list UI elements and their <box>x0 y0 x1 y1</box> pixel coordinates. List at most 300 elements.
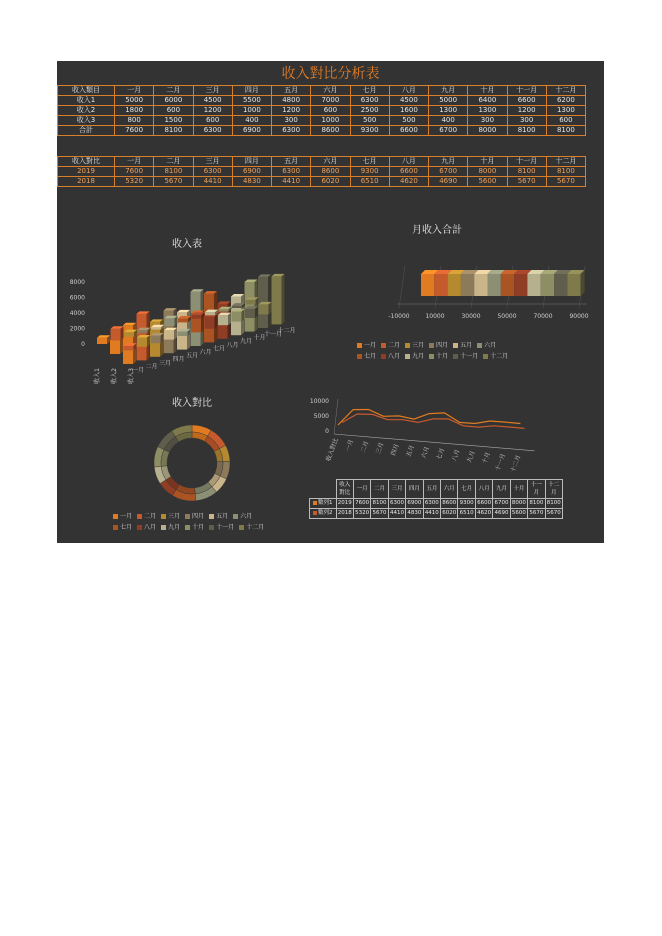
table-cell: 5670 <box>507 177 546 187</box>
month-header: 八月 <box>389 86 428 96</box>
table-cell: 5670 <box>154 177 193 187</box>
y-tick-label: 10000 <box>309 398 329 405</box>
legend-item <box>137 511 156 522</box>
data-table-header: 十月 <box>510 480 527 499</box>
legend-swatch <box>405 343 410 348</box>
y-tick-label: 2000 <box>69 325 85 333</box>
table-row <box>58 106 586 116</box>
column-bar <box>259 302 272 315</box>
category-label: 二月 <box>359 440 371 454</box>
header-label: 收入對比 <box>58 157 115 167</box>
category-label: 九月 <box>465 449 477 464</box>
comparison-doughnut-chart <box>142 413 242 513</box>
category-label: 二月 <box>145 363 158 371</box>
table-cell: 600 <box>154 106 193 116</box>
data-table-header: 九月 <box>493 480 510 499</box>
legend-item <box>239 522 264 533</box>
table-cell: 8100 <box>528 499 545 509</box>
table-cell: 1300 <box>468 106 507 116</box>
table-row <box>310 499 563 509</box>
table-cell: 5600 <box>468 177 507 187</box>
legend-swatch <box>113 514 118 519</box>
legend-swatch <box>477 343 482 348</box>
table-cell: 6900 <box>406 499 423 509</box>
legend-swatch <box>161 525 166 530</box>
table-cell: 9300 <box>350 167 389 177</box>
table-cell: 1300 <box>546 106 585 116</box>
legend-swatch <box>381 343 386 348</box>
legend-label: 三月 <box>412 342 425 349</box>
legend-item <box>185 522 204 533</box>
category-label: 八月 <box>450 448 462 463</box>
legend-swatch <box>233 514 238 519</box>
monthly-total-bar-chart <box>317 256 589 336</box>
legend-item <box>483 351 508 362</box>
monthly-total-legend <box>357 340 537 362</box>
table-cell: 6020 <box>311 177 350 187</box>
table-cell: 4410 <box>423 509 440 519</box>
legend-label: 一月 <box>120 513 133 520</box>
category-label: 四月 <box>389 442 401 457</box>
table-cell: 8600 <box>311 126 350 136</box>
y-tick-label: 6000 <box>69 294 85 302</box>
comparison-legend <box>113 511 283 533</box>
category-label: 八月 <box>226 341 239 349</box>
legend-swatch <box>209 514 214 519</box>
data-table-header: 五月 <box>423 480 440 499</box>
table-cell: 1300 <box>429 106 468 116</box>
column-bar <box>111 326 124 340</box>
legend-swatch <box>185 525 190 530</box>
category-label: 七月 <box>212 345 226 353</box>
table-cell: 4410 <box>193 177 232 187</box>
series-swatch <box>313 501 317 505</box>
column-bar <box>245 306 258 318</box>
table-cell: 1200 <box>507 106 546 116</box>
column-bar <box>246 297 259 304</box>
table-cell: 8100 <box>546 167 585 177</box>
legend-swatch <box>357 343 362 348</box>
table-cell: 6600 <box>507 96 546 106</box>
table-cell: 8100 <box>507 126 546 136</box>
legend-swatch <box>429 354 434 359</box>
month-header: 五月 <box>272 86 311 96</box>
legend-item <box>453 351 478 362</box>
month-header: 九月 <box>429 86 468 96</box>
legend-label: 十二月 <box>246 524 265 531</box>
table-cell: 400 <box>232 116 271 126</box>
table-cell: 7000 <box>311 96 350 106</box>
category-label: 十一月 <box>494 452 508 473</box>
table-cell: 7600 <box>115 167 154 177</box>
category-label: 九月 <box>239 338 253 346</box>
table-cell: 500 <box>350 116 389 126</box>
table-cell: 8100 <box>546 126 585 136</box>
legend-swatch <box>381 354 386 359</box>
month-header: 十二月 <box>546 86 585 96</box>
bar-side <box>581 270 585 296</box>
table-cell: 5320 <box>353 509 370 519</box>
month-header: 十月 <box>468 157 507 167</box>
legend-swatch <box>137 514 142 519</box>
table-cell: 6900 <box>232 126 271 136</box>
category-label: 七月 <box>435 447 447 461</box>
table-cell: 1500 <box>154 116 193 126</box>
column-bar <box>205 314 218 329</box>
legend-label: 二月 <box>144 513 157 520</box>
table-cell: 5670 <box>546 177 585 187</box>
legend-label: 二月 <box>388 342 401 349</box>
table-cell: 6700 <box>429 167 468 177</box>
month-header: 五月 <box>272 157 311 167</box>
month-header: 七月 <box>350 86 389 96</box>
category-label: 一月 <box>344 438 356 453</box>
month-header: 二月 <box>154 157 193 167</box>
legend-swatch <box>185 514 190 519</box>
legend-item <box>405 351 424 362</box>
column-bar <box>165 316 178 326</box>
month-header: 九月 <box>429 157 468 167</box>
month-header: 三月 <box>193 157 232 167</box>
table-cell: 4410 <box>272 177 311 187</box>
legend-label: 四月 <box>192 513 205 520</box>
table-cell: 8100 <box>371 499 388 509</box>
table-cell: 5320 <box>115 177 154 187</box>
legend-label: 十月 <box>192 524 205 531</box>
table-cell: 4830 <box>232 177 271 187</box>
table-cell: 6700 <box>429 126 468 136</box>
month-header: 四月 <box>232 86 271 96</box>
table-cell: 4690 <box>493 509 510 519</box>
month-header: 二月 <box>154 86 193 96</box>
table-cell: 1800 <box>115 106 154 116</box>
data-table-header: 十一月 <box>528 480 545 499</box>
legend-item <box>429 351 448 362</box>
table-row <box>58 116 586 126</box>
legend-label: 四月 <box>436 342 449 349</box>
table-cell: 4800 <box>272 96 311 106</box>
table-row <box>58 126 586 136</box>
column-bar <box>218 313 231 326</box>
table-cell: 4410 <box>388 509 405 519</box>
table-cell: 5670 <box>371 509 388 519</box>
table-cell: 5670 <box>545 509 562 519</box>
table-cell: 8600 <box>311 167 350 177</box>
table-cell: 6510 <box>350 177 389 187</box>
legend-item <box>161 522 180 533</box>
column-bar <box>258 274 271 328</box>
table-cell: 8000 <box>468 167 507 177</box>
legend-swatch <box>137 525 142 530</box>
month-header: 一月 <box>115 157 154 167</box>
legend-label: 七月 <box>120 524 133 531</box>
month-header: 十月 <box>468 86 507 96</box>
table-corner <box>310 480 337 499</box>
legend-swatch <box>429 343 434 348</box>
legend-label: 八月 <box>144 524 157 531</box>
column-bar <box>272 274 285 325</box>
series-swatch <box>313 511 317 515</box>
series-key <box>310 499 337 509</box>
month-header: 十一月 <box>507 157 546 167</box>
month-header: 十一月 <box>507 86 546 96</box>
table-cell: 800 <box>115 116 154 126</box>
table-cell: 6400 <box>468 96 507 106</box>
chart-income-title: 收入表 <box>172 239 202 250</box>
series-label: 收入3 <box>128 368 135 384</box>
table-cell: 2018 <box>336 509 353 519</box>
x-tick-label: 10000 <box>425 313 445 320</box>
column-bar <box>192 312 205 318</box>
series-name: 數列2 <box>318 510 333 516</box>
report-title: 收入對比分析表 <box>281 66 380 82</box>
legend-label: 十月 <box>436 353 449 360</box>
y-tick-label: 0 <box>81 341 85 348</box>
data-table-header: 八月 <box>475 480 492 499</box>
y-tick-label: 8000 <box>69 279 85 286</box>
legend-swatch <box>405 354 410 359</box>
table-cell: 6300 <box>272 126 311 136</box>
month-header: 三月 <box>193 86 232 96</box>
column-bar <box>232 309 245 322</box>
column-bar <box>124 343 137 350</box>
category-label: 六月 <box>199 349 212 356</box>
table-cell: 8100 <box>545 499 562 509</box>
series-line <box>338 410 520 425</box>
data-table-header: 十二月 <box>545 480 562 499</box>
x-tick-label: 30000 <box>461 313 481 320</box>
category-label: 十二月 <box>509 454 523 474</box>
table-cell: 5000 <box>429 96 468 106</box>
table-cell: 6200 <box>546 96 585 106</box>
table-cell: 6600 <box>389 167 428 177</box>
row-label: 收入2 <box>58 106 115 116</box>
legend-item <box>209 511 228 522</box>
table-cell: 8100 <box>154 126 193 136</box>
column-bar <box>178 316 191 322</box>
table-cell: 6700 <box>493 499 510 509</box>
legend-label: 五月 <box>216 513 229 520</box>
row-label: 合計 <box>58 126 115 136</box>
table-cell: 300 <box>468 116 507 126</box>
table-cell: 4500 <box>193 96 232 106</box>
table-cell: 8100 <box>154 167 193 177</box>
series-name: 數列1 <box>318 500 333 506</box>
data-table-header: 七月 <box>458 480 475 499</box>
category-label: 十月 <box>481 451 492 465</box>
column-bar <box>151 333 164 343</box>
table-cell: 1200 <box>193 106 232 116</box>
row-label: 2018 <box>58 177 115 187</box>
legend-item <box>429 340 448 351</box>
month-header: 六月 <box>311 157 350 167</box>
income-3d-column-chart <box>57 246 317 384</box>
x-tick-label: 70000 <box>533 313 553 320</box>
legend-item <box>357 340 376 351</box>
x-tick-label: -10000 <box>388 313 410 320</box>
legend-swatch <box>453 343 458 348</box>
table-cell: 600 <box>193 116 232 126</box>
legend-item <box>113 522 132 533</box>
month-header: 七月 <box>350 157 389 167</box>
table-cell: 2019 <box>336 499 353 509</box>
line-chart-data-table <box>309 479 563 519</box>
legend-label: 六月 <box>484 342 497 349</box>
series-label: 收入1 <box>94 368 101 384</box>
row-label: 收入1 <box>58 96 115 106</box>
legend-item <box>381 351 400 362</box>
legend-label: 六月 <box>240 513 253 520</box>
column-bar <box>97 335 110 344</box>
table-row <box>58 96 586 106</box>
legend-label: 九月 <box>168 524 181 531</box>
legend-item <box>137 522 156 533</box>
chart-comparison-title: 收入對比 <box>172 398 212 409</box>
legend-swatch <box>113 525 118 530</box>
table-cell: 4830 <box>406 509 423 519</box>
header-label: 收入類目 <box>58 86 115 96</box>
legend-label: 三月 <box>168 513 181 520</box>
category-label: 一月 <box>131 367 145 374</box>
table-cell: 5670 <box>528 509 545 519</box>
legend-item <box>185 511 204 522</box>
category-label: 十二月 <box>277 327 296 335</box>
table-cell: 6300 <box>388 499 405 509</box>
table-cell: 7600 <box>115 126 154 136</box>
series-key <box>310 509 337 519</box>
y-axis-line <box>334 399 338 434</box>
table-row <box>58 177 586 187</box>
table-cell: 4620 <box>475 509 492 519</box>
legend-item <box>453 340 472 351</box>
data-table-header: 收入對比 <box>336 480 353 499</box>
income-comparison-table <box>57 156 586 187</box>
column-bar <box>137 335 150 347</box>
table-cell: 8100 <box>507 167 546 177</box>
table-cell: 7600 <box>353 499 370 509</box>
table-cell: 5500 <box>232 96 271 106</box>
month-header: 十二月 <box>546 157 585 167</box>
legend-label: 十一月 <box>460 353 479 360</box>
table-cell: 8000 <box>468 126 507 136</box>
legend-swatch <box>483 354 488 359</box>
column-bar <box>245 280 258 332</box>
row-label: 收入3 <box>58 116 115 126</box>
table-cell: 4620 <box>389 177 428 187</box>
data-table-header: 四月 <box>406 480 423 499</box>
legend-label: 十二月 <box>490 353 509 360</box>
column-bar <box>164 328 177 340</box>
category-label: 十一月 <box>263 331 283 338</box>
grid-line <box>399 266 405 308</box>
legend-label: 八月 <box>388 353 401 360</box>
category-label: 十月 <box>253 334 266 342</box>
legend-swatch <box>453 354 458 359</box>
table-row <box>310 509 563 519</box>
income-category-table <box>57 85 586 136</box>
category-label: 四月 <box>172 356 185 364</box>
month-header: 八月 <box>389 157 428 167</box>
month-header: 一月 <box>115 86 154 96</box>
table-cell: 6300 <box>423 499 440 509</box>
table-cell: 1600 <box>389 106 428 116</box>
legend-swatch <box>357 354 362 359</box>
legend-label: 七月 <box>364 353 377 360</box>
category-label: 五月 <box>185 352 199 360</box>
category-label: 三月 <box>158 359 172 367</box>
table-cell: 300 <box>507 116 546 126</box>
table-cell: 4500 <box>389 96 428 106</box>
y-tick-label: 0 <box>325 428 329 435</box>
table-cell: 1200 <box>272 106 311 116</box>
legend-item <box>113 511 132 522</box>
table-cell: 6600 <box>389 126 428 136</box>
legend-label: 五月 <box>460 342 473 349</box>
x-tick-label: 90000 <box>569 313 589 320</box>
table-cell: 6300 <box>193 126 232 136</box>
legend-swatch <box>239 525 244 530</box>
legend-swatch <box>161 514 166 519</box>
chart-monthly-total-title: 月收入合計 <box>412 225 462 236</box>
table-cell: 5600 <box>510 509 527 519</box>
data-table-header: 一月 <box>353 480 370 499</box>
category-label: 三月 <box>374 441 386 456</box>
table-row <box>58 167 586 177</box>
legend-item <box>405 340 424 351</box>
legend-swatch <box>209 525 214 530</box>
table-cell: 8600 <box>441 499 458 509</box>
table-cell: 500 <box>389 116 428 126</box>
legend-item <box>381 340 400 351</box>
table-cell: 6000 <box>154 96 193 106</box>
table-cell: 6300 <box>272 167 311 177</box>
category-label: 收入對比 <box>325 437 340 463</box>
table-cell: 6600 <box>475 499 492 509</box>
legend-item <box>209 522 234 533</box>
legend-item <box>233 511 252 522</box>
table-cell: 6300 <box>193 167 232 177</box>
table-cell: 6020 <box>441 509 458 519</box>
table-cell: 5000 <box>115 96 154 106</box>
series-label: 收入2 <box>111 368 118 384</box>
legend-label: 九月 <box>412 353 425 360</box>
y-tick-label: 4000 <box>69 310 85 317</box>
report-sheet <box>57 61 604 543</box>
month-header: 四月 <box>232 157 271 167</box>
table-cell: 4690 <box>429 177 468 187</box>
legend-label: 十一月 <box>216 524 235 531</box>
table-cell: 1000 <box>232 106 271 116</box>
table-cell: 9300 <box>350 126 389 136</box>
table-cell: 9300 <box>458 499 475 509</box>
table-cell: 2500 <box>350 106 389 116</box>
column-bar <box>178 329 191 336</box>
table-cell: 6510 <box>458 509 475 519</box>
data-table-header: 六月 <box>441 480 458 499</box>
table-cell: 8000 <box>510 499 527 509</box>
category-label: 五月 <box>405 444 416 458</box>
category-label: 六月 <box>420 445 432 460</box>
month-header: 六月 <box>311 86 350 96</box>
data-table-header: 二月 <box>371 480 388 499</box>
x-tick-label: 50000 <box>497 313 517 320</box>
legend-item <box>161 511 180 522</box>
table-cell: 6900 <box>232 167 271 177</box>
row-label: 2019 <box>58 167 115 177</box>
table-cell: 600 <box>311 106 350 116</box>
data-table-header: 三月 <box>388 480 405 499</box>
legend-item <box>357 351 376 362</box>
